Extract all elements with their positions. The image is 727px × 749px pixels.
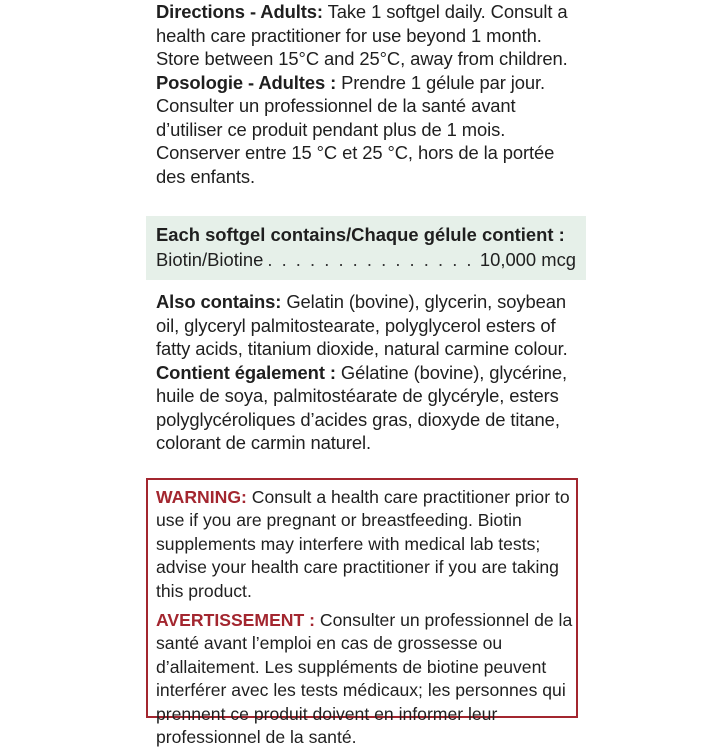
also-contains-text-en: Gelatin (bovine), glycerin, soybean oil, glyceryl palmitostearate, polyglycerol esters of fatty acids, titanium dioxide, natural carmine colour. — [156, 291, 568, 359]
directions-heading-fr: Posologie - Adultes : — [156, 71, 337, 93]
warning-heading-fr: AVERTISSEMENT : — [156, 610, 316, 631]
directions-section — [156, 0, 586, 188]
also-contains-heading-en: Also contains: — [156, 291, 282, 312]
contents-title: Each softgel contains/Chaque gélule contient : — [156, 224, 565, 245]
directions-text-fr: Prendre 1 gélule par jour. Consulter un professionnel de la santé avant d’utiliser ce produit pendant plus de 1 mois. Conserver entre 15 °C et 25 °C, hors de la portée des enfants. — [156, 71, 555, 187]
warning-english — [156, 486, 574, 603]
ingredient-name: Biotin/Biotine — [156, 249, 264, 270]
warning-french — [156, 609, 574, 749]
warning-content — [156, 486, 574, 749]
also-contains-text-fr: Gélatine (bovine), glycérine, huile de soya, palmitostéarate de glycéryle, esters polyglycéroliques d’acides gras, dioxyde de titane, colorant de carmin naturel. — [156, 361, 567, 453]
directions-french — [156, 71, 586, 189]
warning-heading-en: WARNING: — [156, 487, 247, 507]
ingredient-amount: 10,000 mcg — [479, 249, 576, 270]
ingredient-row — [156, 249, 576, 273]
dot-leader — [267, 249, 476, 271]
warning-text-en: Consult a health care practitioner prior to use if you are pregnant or breastfeeding. Biotin supplements may interfere with medical lab tests; advise your health care practitioner if you are taking this product. — [156, 487, 570, 601]
warning-text-fr: Consulter un professionnel de la santé avant l’emploi en cas de grossesse ou d’allaitement. Les suppléments de biotine peuvent interférer avec les tests médicaux; les personnes qui prennent ce produit doivent en informer leur professionnel de la santé. — [156, 610, 573, 748]
warning-box — [146, 478, 578, 748]
directions-english — [156, 0, 586, 71]
also-contains-heading-fr: Contient également : — [156, 361, 336, 383]
also-contains-french — [156, 361, 586, 455]
directions-text-en: Take 1 softgel daily. Consult a health care practitioner for use beyond 1 month. Store between 15°C and 25°C, away from children. — [156, 1, 568, 69]
directions-heading-en: Directions - Adults: — [156, 1, 323, 22]
contents-panel — [146, 216, 586, 280]
also-contains-section — [156, 290, 586, 455]
also-contains-english — [156, 290, 586, 361]
